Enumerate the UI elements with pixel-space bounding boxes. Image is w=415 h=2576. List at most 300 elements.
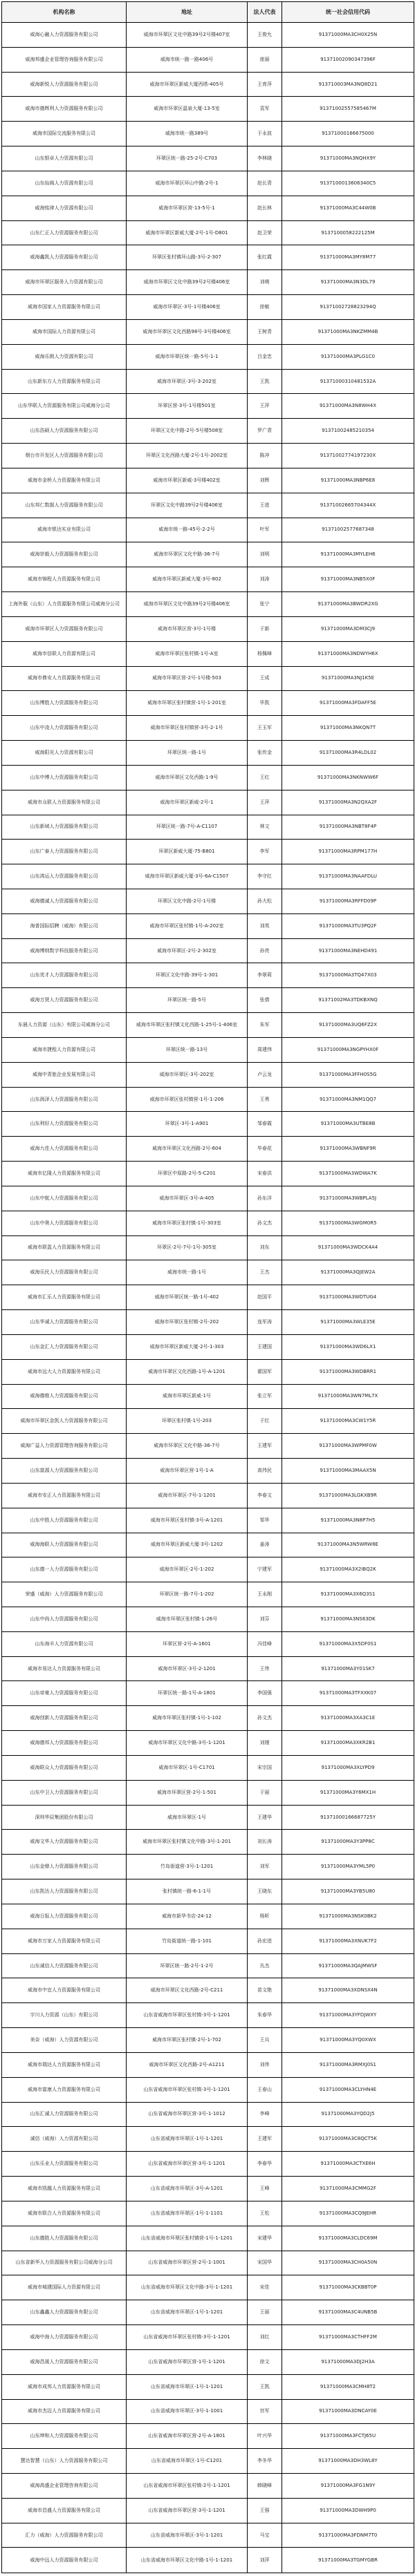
cell-legal-rep: 王永刚: [248, 1582, 282, 1607]
cell-credit-code: 91371000MA3UQ6FZ2X: [282, 1013, 414, 1038]
cell-credit-code: 913710003MA3NQ8D21: [282, 72, 414, 97]
cell-legal-rep: 王勇: [248, 1087, 282, 1112]
cell-address: 威海市环翠区营-3号-1号楼: [127, 616, 248, 641]
cell-address: 威海市环翠区文化西路-2号-C211: [127, 1978, 248, 2003]
cell-credit-code: 91371000MA3C4UNB5B: [282, 2300, 414, 2325]
table-row: [2, 1112, 414, 1137]
cell-legal-rep: 陈冲: [248, 444, 282, 468]
table-row: [2, 47, 414, 72]
cell-address: 威海市环翠区-3号-3-202室: [127, 369, 248, 394]
cell-credit-code: 91371000MA3X5DF0S1: [282, 1631, 414, 1656]
cell-address: 威海市环翠区张村镇-1号-1-102: [127, 1706, 248, 1731]
cell-address: 环翠区文化中路-2号-5号楼508室: [127, 419, 248, 444]
cell-address: 威海市环翠区张村镇文化西路-1-25号-1-406室: [127, 1013, 248, 1038]
table-row: [2, 1087, 414, 1112]
cell-credit-code: 91371002MA3TDKBXNQ: [282, 988, 414, 1013]
cell-name: 山东广泰人力资源服务有限公司: [2, 840, 127, 864]
cell-address: 威海市环翠区文化中路39号2号楼406室: [127, 592, 248, 617]
table-row: [2, 2201, 414, 2226]
cell-legal-rep: 马宝: [248, 2523, 282, 2548]
cell-credit-code: 91371000MA3CTXE6H: [282, 2152, 414, 2177]
table-row: [2, 1434, 414, 1459]
cell-name: 山东银卓人力资源有限公司: [2, 146, 127, 171]
table-row: [2, 1929, 414, 1953]
cell-name: 山东华诚人力资源服务有限公司: [2, 1310, 127, 1335]
table-row: [2, 2300, 414, 2325]
table-row: [2, 1260, 414, 1285]
cell-legal-rep: 王晓东: [248, 1879, 282, 1904]
cell-credit-code: 91371000MA3NKQN7T: [282, 716, 414, 741]
cell-address: 环翠区统一路-7号-1-202: [127, 1582, 248, 1607]
cell-name: 山东凯达人力资源服务有限公司: [2, 1879, 127, 1904]
cell-name: 山东华联人力资源服务有限公司威海分公司: [2, 394, 127, 419]
cell-address: 环翠区统一路-7号-A-C1107: [127, 815, 248, 840]
cell-legal-rep: 赵长青: [248, 171, 282, 196]
cell-credit-code: 91371000MA3XKR2B1: [282, 1731, 414, 1756]
cell-legal-rep: 刘军: [248, 1855, 282, 1879]
cell-address: 威海市统一路-1号: [127, 1260, 248, 1285]
cell-legal-rep: 宫军: [248, 2399, 282, 2424]
cell-address: 威海市环翠区-2号-2-302室: [127, 938, 248, 963]
cell-name: 威海市国家人力资源服务有限公司: [2, 295, 127, 320]
table-row: [2, 1013, 414, 1038]
cell-address: 环翠区营-3号-1号楼501室: [127, 394, 248, 419]
cell-address: 威海市环翠区新威大厦-3号-6A-C1507: [127, 864, 248, 889]
cell-name: 山东中尚人力资源服务有限公司: [2, 1607, 127, 1632]
cell-legal-rep: 孙文杰: [248, 1706, 282, 1731]
table-row: [2, 2152, 414, 2177]
cell-address: 威海市环翠区文化中路-36-7号: [127, 542, 248, 567]
cell-legal-rep: 李冬华: [248, 2449, 282, 2474]
cell-address: 威海市环翠区新威大厦西塔-405号: [127, 72, 248, 97]
cell-legal-rep: 宋建华: [248, 2226, 282, 2251]
cell-name: 诚信（威海）人力资源有限公司: [2, 2127, 127, 2152]
table-row: [2, 1483, 414, 1508]
cell-legal-rep: 徐文: [248, 2349, 282, 2374]
cell-credit-code: 91371000MA3DWH9P0: [282, 2498, 414, 2523]
cell-name: 威海市远大人力资源服务有限公司: [2, 1359, 127, 1384]
cell-credit-code: 91371000MA3NQHX9Y: [282, 146, 414, 171]
cell-credit-code: 91371000MA3UTBE8B: [282, 1112, 414, 1137]
cell-legal-rep: 孙东洋: [248, 1186, 282, 1211]
cell-name: 威海市金桥人力资源服务有限公司: [2, 468, 127, 493]
table-row: [2, 2127, 414, 2152]
cell-legal-rep: 王春山: [248, 2077, 282, 2102]
table-row: [2, 889, 414, 913]
table-row: [2, 72, 414, 97]
table-row: [2, 394, 414, 419]
cell-address: 威海市环翠区文化西路98号-3号楼406室: [127, 319, 248, 344]
cell-legal-rep: 孙大松: [248, 889, 282, 913]
cell-legal-rep: 韩晓峰: [248, 2473, 282, 2498]
cell-legal-rep: 赵长林: [248, 196, 282, 220]
cell-legal-rep: 王凯: [248, 2374, 282, 2399]
cell-legal-rep: 王建军: [248, 1434, 282, 1459]
table-header-row: [2, 2, 414, 23]
table-row: [2, 2548, 414, 2573]
cell-credit-code: 91371000MA3NS63DK: [282, 1607, 414, 1632]
cell-legal-rep: 王玉军: [248, 716, 282, 741]
header-credit-code: 统一社会信用代码: [282, 2, 414, 23]
cell-name: 威海市亿隆人力资源服务有限公司: [2, 1162, 127, 1186]
table-row: [2, 542, 414, 567]
cell-name: 慧达智慧（山东）人力资源服务有限公司: [2, 2449, 127, 2474]
table-row: [2, 2374, 414, 2399]
table-body: [2, 23, 414, 2573]
cell-address: 威海市环翠区张村镇-1-26号: [127, 1607, 248, 1632]
cell-name: 威海日报人力资源服务有限公司: [2, 1904, 127, 1929]
table-row: [2, 1310, 414, 1335]
cell-legal-rep: 宋佳: [248, 2275, 282, 2300]
cell-address: 张村镇统一路-6-1-1号: [127, 1879, 248, 1904]
cell-legal-rep: 叶军: [248, 518, 282, 542]
cell-legal-rep: 宋国华: [248, 2251, 282, 2275]
cell-name: 威海心融人力资源服务有限公司: [2, 23, 127, 48]
cell-credit-code: 91371000MA3XNUK7F2: [282, 1929, 414, 1953]
cell-name: 威海创新人力资源服务有限公司: [2, 1706, 127, 1731]
cell-name: 威海中海人力资源服务有限公司: [2, 2325, 127, 2350]
cell-credit-code: 91371000MA3Y01SK7: [282, 1656, 414, 1681]
cell-credit-code: 91371000MA3FFH0S5G: [282, 1062, 414, 1087]
table-row: [2, 1508, 414, 1533]
table-row: [2, 2102, 414, 2127]
table-row: [2, 963, 414, 988]
cell-address: 山东省威海市环翠区-1号-1-1201: [127, 2300, 248, 2325]
cell-address: 环翠区张村镇环山路-3号-2-307: [127, 245, 248, 270]
cell-name: 威海乐朗人力资源有限公司: [2, 344, 127, 369]
cell-credit-code: 91371000MA3QAJMWSF: [282, 1953, 414, 1978]
cell-name: 烟台市开发区人力资源服务有限公司: [2, 444, 127, 468]
cell-address: 威海市环翠区张村镇-1号-A室: [127, 641, 248, 666]
cell-legal-rep: 王丽: [248, 2300, 282, 2325]
cell-legal-rep: 叶兴华: [248, 2424, 282, 2449]
table-row: [2, 1459, 414, 1484]
cell-name: 威海市成邦人力资源服务有限公司: [2, 2374, 127, 2399]
cell-credit-code: 91371000MA3NBT8F4P: [282, 815, 414, 840]
cell-name: 山东中卫人力资源服务有限公司: [2, 1780, 127, 1805]
table-row: [2, 2424, 414, 2449]
cell-address: 山东省威海市环翠区-1号-1-1201: [127, 2374, 248, 2399]
cell-address: 威海市环翠区-3号-2-1201: [127, 1656, 248, 1681]
cell-legal-rep: 卢云龙: [248, 1062, 282, 1087]
cell-address: 威海市环翠区-2号-1-202: [127, 1557, 248, 1582]
cell-address: 威海市环翠区张村镇-2号-202: [127, 1310, 248, 1335]
cell-name: 威海市联合人力资源服务有限公司: [2, 2201, 127, 2226]
cell-legal-rep: 刘长涛: [248, 1830, 282, 1855]
cell-credit-code: 91371000MA3LGKXB9R: [282, 1483, 414, 1508]
cell-legal-rep: 王育萍: [248, 72, 282, 97]
cell-address: 环翠区中原路-2号-5-C201: [127, 1162, 248, 1186]
cell-name: 威海万贤人力资源服务有限公司: [2, 988, 127, 1013]
cell-credit-code: 91371000MA3RFFD09P: [282, 889, 414, 913]
table-row: [2, 444, 414, 468]
cell-credit-code: 91371000MA3CW1Y5R: [282, 1409, 414, 1434]
table-row: [2, 2449, 414, 2474]
cell-credit-code: 91371000MA3Y6MX1H: [282, 1780, 414, 1805]
table-row: [2, 1359, 414, 1384]
cell-legal-rep: 刘红: [248, 2325, 282, 2350]
table-row: [2, 2498, 414, 2523]
table-row: [2, 196, 414, 220]
cell-credit-code: 91371000MA3FCTJ65U: [282, 2424, 414, 2449]
table-row: [2, 1334, 414, 1359]
table-row: [2, 2399, 414, 2424]
cell-legal-rep: 刘萌: [248, 270, 282, 295]
table-row: [2, 2003, 414, 2028]
cell-legal-rep: 王建国: [248, 1334, 282, 1359]
table-row: [2, 2028, 414, 2053]
cell-legal-rep: 于红: [248, 1409, 282, 1434]
table-row: [2, 1706, 414, 1731]
cell-legal-rep: 孙宏进: [248, 1929, 282, 1953]
cell-address: 环翠区-3号-1-A901: [127, 1112, 248, 1137]
cell-name: 山东金汇人力资源服务有限公司: [2, 1334, 127, 1359]
table-row: [2, 1904, 414, 1929]
cell-name: 威海新锐人力资源服务有限公司: [2, 72, 127, 97]
table-row: [2, 1186, 414, 1211]
cell-legal-rep: 刘萍: [248, 2548, 282, 2573]
cell-name: 山东坤和人力资源服务有限公司: [2, 2424, 127, 2449]
cell-address: 山东省威海市环翠区张村镇-2号-1-1201: [127, 2473, 248, 2498]
cell-address: 威海市环翠区-3号-1号楼406室: [127, 295, 248, 320]
cell-credit-code: 91371000MA3TGMYGBR: [282, 2548, 414, 2573]
cell-address: 山东省威海市环翠区-3号-1-1001: [127, 2399, 248, 2424]
cell-name: 汇力（威海）人力资源服务有限公司: [2, 2523, 127, 2548]
cell-credit-code: 91371000MA3PLG1C0: [282, 344, 414, 369]
table-row: [2, 1755, 414, 1780]
cell-address: 威海市环翠区新威大厦-3号-1202: [127, 1533, 248, 1557]
table-row: [2, 23, 414, 48]
cell-credit-code: 91371000MA3YML5P0: [282, 1855, 414, 1879]
cell-legal-rep: 宁建军: [248, 1557, 282, 1582]
cell-name: 山东富源人力资源服务有限公司: [2, 1459, 127, 1484]
cell-address: 威海市环翠区-7号-1-1201: [127, 1483, 248, 1508]
cell-legal-rep: 刘伟: [248, 2052, 282, 2077]
cell-address: 威海市环翠区新威大厦-2号-1号-D801: [127, 220, 248, 245]
cell-name: 威海铭律人力资源有限公司: [2, 196, 127, 220]
table-row: [2, 295, 414, 320]
cell-name: 山东利好人力资源服务有限公司: [2, 1112, 127, 1137]
cell-legal-rep: 王进: [248, 493, 282, 518]
cell-name: 山东浩硕人力资源服务有限公司: [2, 419, 127, 444]
cell-address: 威海市环翠区文化西路-1-9号: [127, 765, 248, 790]
cell-credit-code: 91371000MA3NBP6E8: [282, 468, 414, 493]
cell-name: 山东中奥人力资源服务有限公司: [2, 1211, 127, 1235]
table-row: [2, 592, 414, 617]
cell-name: 东晨人力资源（山东）有限公司威海分公司: [2, 1013, 127, 1038]
table-row: [2, 1780, 414, 1805]
cell-address: 山东省威海市环翠区营-3号-1-1201: [127, 2152, 248, 2177]
cell-address: 山东省威海市环翠区文化中路-3号-1-1201: [127, 2275, 248, 2300]
cell-credit-code: 91371000MA3C44W0B: [282, 196, 414, 220]
cell-credit-code: 91371000MA3YQ0XWX: [282, 2028, 414, 2053]
cell-legal-rep: 王萍: [248, 394, 282, 419]
table-row: [2, 2349, 414, 2374]
cell-credit-code: 91371000MA3TU3PQ2F: [282, 913, 414, 938]
cell-legal-rep: 毕春花: [248, 1137, 282, 1162]
cell-credit-code: 91371000MA3FG1N9Y: [282, 2473, 414, 2498]
cell-name: 山东博胜人力资源服务有限公司: [2, 691, 127, 716]
cell-name: 威海市环翠区服务人力资源有限公司: [2, 270, 127, 295]
cell-credit-code: 91371000MA3NKZMM4B: [282, 319, 414, 344]
cell-name: 山东中航人力资源服务有限公司: [2, 1186, 127, 1211]
table-row: [2, 691, 414, 716]
cell-name: 威海市鼎安人力资源服务有限公司: [2, 666, 127, 691]
cell-address: 环翠区张村镇-1号-203: [127, 1409, 248, 1434]
table-row: [2, 938, 414, 963]
table-row: [2, 1879, 414, 1904]
cell-credit-code: 9137100013606340C5: [282, 171, 414, 196]
table-row: [2, 146, 414, 171]
cell-legal-rep: 王建华: [248, 1805, 282, 1830]
cell-name: 山东润泽人力资源服务有限公司: [2, 1087, 127, 1112]
cell-address: 威海市环翠区张村镇-2号-1-702: [127, 2028, 248, 2053]
cell-legal-rep: 朱军: [248, 1013, 282, 1038]
table-row: [2, 1137, 414, 1162]
cell-address: 威海市环翠区营-2号-1号楼-503: [127, 666, 248, 691]
cell-credit-code: 91371000MA3NAAFDLU: [282, 864, 414, 889]
cell-legal-rep: 王松: [248, 2201, 282, 2226]
cell-credit-code: 91371000MA3RMXJ0S1: [282, 2052, 414, 2077]
cell-credit-code: 91371000MA3DNCAY0E: [282, 2399, 414, 2424]
cell-legal-rep: 张红霞: [248, 245, 282, 270]
cell-address: 威海市环翠区文化中路-3号-1-1201: [127, 1731, 248, 1756]
cell-credit-code: 91371000MA3XA3C1E: [282, 1706, 414, 1731]
cell-address: 威海市环翠区张村镇-1号-A-202室: [127, 913, 248, 938]
table-row: [2, 741, 414, 766]
cell-credit-code: 91371002728823294Q: [282, 295, 414, 320]
cell-credit-code: 91371000MA3NJ1K5E: [282, 666, 414, 691]
cell-address: 威海市环翠区营-2号-1-501: [127, 1780, 248, 1805]
cell-address: 威海市环翠区文化西路-2号-604: [127, 1137, 248, 1162]
cell-legal-rep: 赵国平: [248, 1285, 282, 1310]
cell-name: 山东仙阁人力资源有限公司: [2, 171, 127, 196]
cell-name: 威海市杰迈人力资源服务有限公司: [2, 2399, 127, 2424]
table-row: [2, 1037, 414, 1062]
cell-credit-code: 91371000MA3YQD2J5: [282, 2102, 414, 2127]
cell-legal-rep: 朱春华: [248, 2003, 282, 2028]
cell-legal-rep: 于永波: [248, 122, 282, 146]
cell-address: 山东省威海市环翠区营-1号-1-1201: [127, 2349, 248, 2374]
cell-credit-code: 91371000MA3FDAFF5E: [282, 691, 414, 716]
table-row: [2, 2325, 414, 2350]
cell-address: 威海市环翠区张村镇营-3号-2-1号: [127, 716, 248, 741]
table-row: [2, 567, 414, 592]
cell-legal-rep: 吕金忠: [248, 344, 282, 369]
listing-table-wrapper: [1, 1, 414, 2573]
cell-address: 环翠区统一路-25-2号-C703: [127, 146, 248, 171]
cell-legal-rep: 邹华: [248, 1508, 282, 1533]
table-row: [2, 765, 414, 790]
cell-name: 威海市瑞达人力资源服务有限公司: [2, 2052, 127, 2077]
header-address: 地址: [127, 2, 248, 23]
header-legal-rep: 法人代表: [248, 2, 282, 23]
table-row: [2, 220, 414, 245]
cell-legal-rep: 刘刚: [248, 1731, 282, 1756]
cell-credit-code: 91371000MA3TQ47X03: [282, 963, 414, 988]
table-row: [2, 1235, 414, 1260]
cell-address: 环翠区新威大厦-75-B801: [127, 840, 248, 864]
cell-credit-code: 91371000MA3CQ9JEHR: [282, 2201, 414, 2226]
cell-address: 威海市环翠区统一路-5号-1-1: [127, 344, 248, 369]
cell-credit-code: 91371002665704344X: [282, 493, 414, 518]
table-row: [2, 1681, 414, 1706]
cell-credit-code: 91371000MA3CMMG2F: [282, 2177, 414, 2201]
cell-legal-rep: 杨昕: [248, 1904, 282, 1929]
cell-address: 威海市环翠区文化西路-2号-A1211: [127, 2052, 248, 2077]
cell-address: 环翠区统一路-5号: [127, 988, 248, 1013]
cell-address: 环翠区营-2号-A-1601: [127, 1631, 248, 1656]
table-row: [2, 1409, 414, 1434]
cell-credit-code: 91371002774197230X: [282, 444, 414, 468]
cell-credit-code: 91371000MA3MYLEH6: [282, 542, 414, 567]
cell-name: 山东中胜人力资源服务有限公司: [2, 1508, 127, 1533]
cell-name: 上海外服（山东）人力资源服务有限公司威海分公司: [2, 592, 127, 617]
cell-address: 环翠区文化中路39号2号楼406室: [127, 493, 248, 518]
cell-address: 威海市环翠区新威-3号楼402室: [127, 468, 248, 493]
cell-credit-code: 91371000MA3CH0X25N: [282, 23, 414, 48]
cell-credit-code: 91371000MA3Y3PP8C: [282, 1830, 414, 1855]
cell-name: 威海九佳人力资源服务有限公司: [2, 1137, 127, 1162]
table-row: [2, 988, 414, 1013]
cell-name: 威海德邦人力资源服务有限公司: [2, 1731, 127, 1756]
cell-legal-rep: 冯佳峰: [248, 1631, 282, 1656]
cell-name: 威海市万家人力资源服务有限公司: [2, 1929, 127, 1953]
table-row: [2, 319, 414, 344]
cell-credit-code: 91371000MA3RPM177H: [282, 840, 414, 864]
table-row: [2, 815, 414, 840]
cell-credit-code: 91371000MA3WGM0R5: [282, 1211, 414, 1235]
cell-legal-rep: 邹春霞: [248, 1112, 282, 1137]
cell-name: 威海市国际人力资源有限公司: [2, 319, 127, 344]
cell-name: 威海市城建国际人力资源有限公司: [2, 2275, 127, 2300]
table-row: [2, 1631, 414, 1656]
cell-legal-rep: 高伟民: [248, 1459, 282, 1484]
cell-name: 山东新东方人力资源服务有限公司: [2, 369, 127, 394]
cell-legal-rep: 李春文: [248, 1483, 282, 1508]
cell-name: 威海昌晟人力资源服务有限公司: [2, 2349, 127, 2374]
cell-credit-code: 91371000MA3NM1QQ7: [282, 1087, 414, 1112]
cell-address: 竹岛街道营-3号-1-1201: [127, 1855, 248, 1879]
cell-credit-code: 91371000MA3YB5U80: [282, 1879, 414, 1904]
cell-legal-rep: 于丽: [248, 1780, 282, 1805]
cell-name: 山东帝豪人力资源服务有限公司: [2, 1681, 127, 1706]
cell-legal-rep: 张传金: [248, 741, 282, 766]
cell-name: 山东诚信人力资源服务有限公司: [2, 1953, 127, 1978]
cell-credit-code: 91371000MA3N8P7H5: [282, 1508, 414, 1533]
cell-credit-code: 91371000MA3NB5X0F: [282, 567, 414, 592]
cell-legal-rep: 刘芬: [248, 1607, 282, 1632]
cell-address: 山东省威海市环翠区文化中路-1号-1-1201: [127, 2548, 248, 2573]
cell-address: 威海市新华书店-24-12: [127, 1904, 248, 1929]
cell-credit-code: 91371000MA3WN7ML7X: [282, 1384, 414, 1409]
table-row: [2, 790, 414, 815]
cell-legal-rep: 李春华: [248, 2152, 282, 2177]
cell-name: 山东鑫鑫人力资源服务有限公司: [2, 2300, 127, 2325]
cell-credit-code: 91371000MA3N5WRW8E: [282, 1533, 414, 1557]
cell-credit-code: 91371000MA3WDCK4A4: [282, 1235, 414, 1260]
table-row: [2, 2523, 414, 2548]
cell-legal-rep: 徐敏: [248, 295, 282, 320]
cell-credit-code: 91371000MA3C8QCT5K: [282, 2127, 414, 2152]
table-row: [2, 1162, 414, 1186]
cell-address: 威海市环翠区新威-1号: [127, 1384, 248, 1409]
cell-credit-code: 91371000MA3X2IBQ2K: [282, 1557, 414, 1582]
table-row: [2, 840, 414, 864]
cell-legal-rep: 王凯: [248, 369, 282, 394]
cell-name: 威海海联人力资源服务有限公司: [2, 1533, 127, 1557]
cell-address: 威海市环翠区张村镇营-1号-1-206: [127, 1087, 248, 1112]
